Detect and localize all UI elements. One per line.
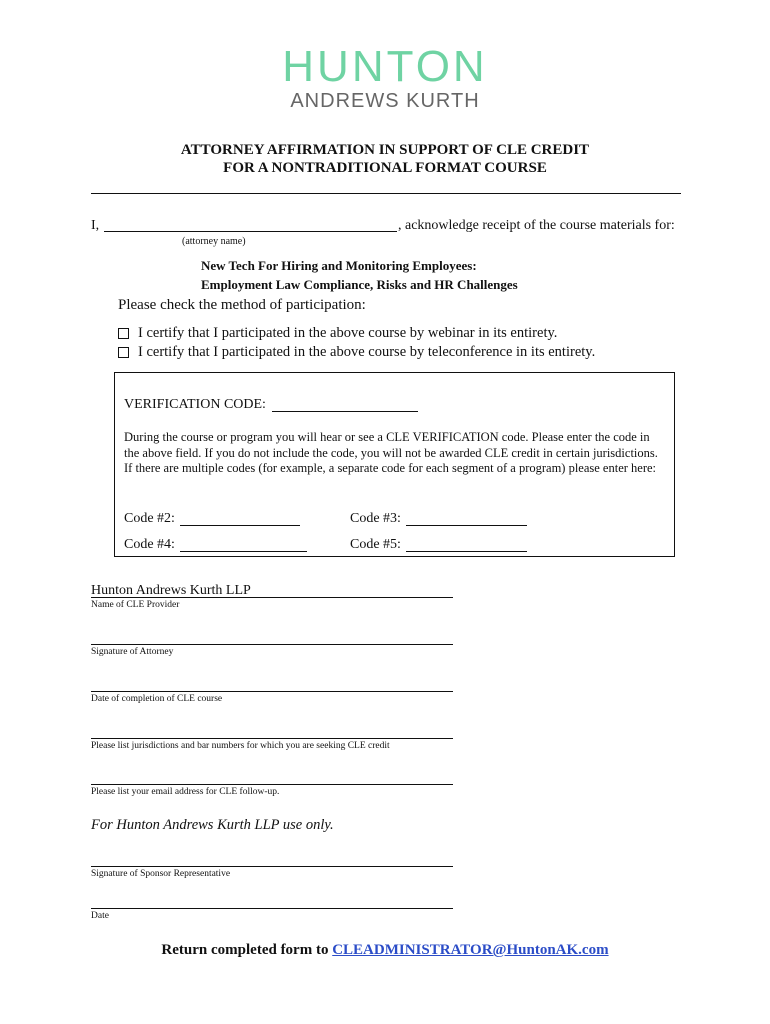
provider-name-field[interactable]: [91, 597, 453, 598]
course-title-line2: Employment Law Compliance, Risks and HR Challenges: [201, 277, 518, 292]
footer-text: Return completed form to: [161, 942, 333, 958]
webinar-option[interactable]: [118, 325, 557, 342]
jurisdictions-field[interactable]: [91, 738, 453, 739]
jurisdictions-caption: Please list jurisdictions and bar numbers for which you are seeking CLE credit: [91, 741, 390, 751]
course-title-line1: New Tech For Hiring and Monitoring Employees:: [201, 258, 477, 273]
provider-name-value: Hunton Andrews Kurth LLP: [91, 583, 251, 598]
completion-date-field[interactable]: [91, 691, 453, 692]
attorney-signature-caption: Signature of Attorney: [91, 647, 174, 657]
attorney-name-field[interactable]: [104, 231, 397, 232]
form-title-line1: ATTORNEY AFFIRMATION IN SUPPORT OF CLE CREDIT: [180, 142, 590, 158]
logo-hunton: HUNTON: [282, 42, 488, 91]
sponsor-use-only-note: For Hunton Andrews Kurth LLP use only.: [91, 817, 334, 833]
code4-field[interactable]: [180, 551, 307, 552]
code2-field[interactable]: [180, 525, 300, 526]
teleconference-option[interactable]: [118, 344, 595, 361]
sponsor-signature-caption: Signature of Sponsor Representative: [91, 869, 231, 879]
code5-label: Code #5:: [350, 537, 401, 552]
sponsor-signature-field[interactable]: [91, 866, 453, 867]
email-field[interactable]: [91, 784, 453, 785]
webinar-option-label: I certify that I participated in the above course by webinar in its entirety.: [138, 325, 558, 341]
title-divider: [91, 193, 681, 194]
code3-field[interactable]: [406, 525, 527, 526]
form-title-line2: FOR A NONTRADITIONAL FORMAT COURSE: [223, 160, 547, 176]
email-caption: Please list your email address for CLE follow-up.: [91, 787, 280, 797]
sponsor-date-caption: Date: [91, 911, 109, 921]
code2-label: Code #2:: [124, 511, 175, 526]
verification-code-field[interactable]: [272, 411, 418, 412]
acknowledge-suffix: , acknowledge receipt of the course materials for:: [398, 218, 675, 233]
teleconference-option-label: I certify that I participated in the above course by teleconference in its entirety.: [138, 344, 596, 360]
webinar-checkbox[interactable]: [118, 328, 129, 339]
code3-label: Code #3:: [350, 511, 401, 526]
participation-prompt: Please check the method of participation:: [118, 297, 366, 313]
teleconference-checkbox[interactable]: [118, 347, 129, 358]
acknowledge-prefix: I,: [91, 218, 100, 233]
footer-return-instructions: [0, 942, 770, 959]
logo-andrews-kurth: ANDREWS KURTH: [290, 90, 480, 112]
administrator-email-link[interactable]: CLEADMINISTRATOR@HuntonAK.com: [332, 942, 609, 958]
attorney-signature-field[interactable]: [91, 644, 453, 645]
sponsor-date-field[interactable]: [91, 908, 453, 909]
completion-date-caption: Date of completion of CLE course: [91, 694, 223, 704]
code4-label: Code #4:: [124, 537, 175, 552]
attorney-name-caption: (attorney name): [182, 236, 246, 247]
provider-caption: Name of CLE Provider: [91, 600, 180, 610]
verification-instructions: During the course or program you will hear or see a CLE VERIFICATION code. Please enter the code in the above field. If you do not include the code, you will not be awarded CLE credit in certain jurisdictions. If there are multiple codes (for example, a separate code for each segment of a program) please enter here:: [124, 430, 658, 475]
code5-field[interactable]: [406, 551, 527, 552]
verification-code-label: VERIFICATION CODE:: [124, 397, 266, 412]
